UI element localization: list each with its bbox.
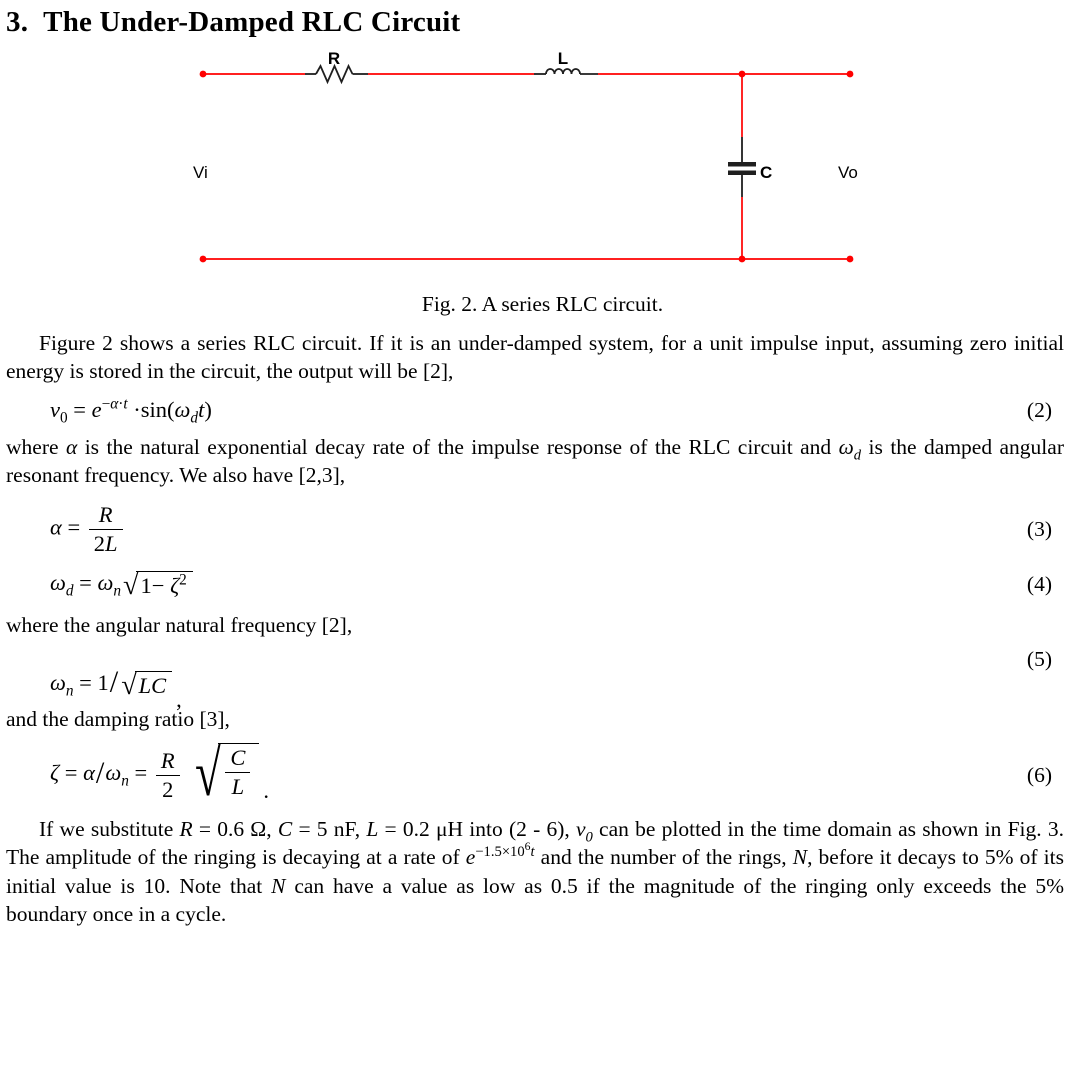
node-dot [847, 71, 854, 78]
node-dot [739, 256, 746, 263]
equation-5-number: (5) [1026, 647, 1052, 672]
input-label: Vi [193, 163, 208, 182]
inductor-label: L [557, 49, 569, 68]
node-dot [200, 71, 207, 78]
capacitor-label: C [760, 163, 773, 182]
paragraph-natural-frequency: where the angular natural frequency [2], [6, 613, 353, 638]
equation-6-expression: $\zeta = \alpha/\omega_n$ = $\frac{R}{2}$ √ $\frac{C}{L}$ . [50, 738, 270, 811]
section-title: The Under-Damped RLC Circuit [43, 6, 461, 38]
paragraph-intro: Figure 2 shows a series RLC circuit. If it is an under-damped system, for a unit impulse input, assuming zero initial energy is stored in the circuit, the output will be [2], [6, 331, 1064, 384]
resistor-symbol [305, 66, 368, 82]
section-number: 3. [6, 6, 29, 38]
equation-6-number: (6) [1026, 762, 1052, 787]
equation-6 [0, 738, 1085, 811]
circuit-diagram [0, 41, 1085, 284]
resistor-label: R [327, 49, 341, 68]
document-page [0, 6, 1085, 928]
inductor-symbol [534, 69, 598, 74]
equation-3-number: (3) [1026, 516, 1052, 541]
equation-4 [0, 570, 1085, 599]
section-heading [6, 6, 1085, 39]
figure-caption: Fig. 2. A series RLC circuit. [421, 292, 664, 316]
equation-2 [0, 395, 1085, 427]
equation-3 [0, 502, 1085, 557]
node-dot [739, 71, 746, 78]
paragraph-where-alpha: where α is the natural exponential decay rate of the impulse response of the RLC circuit and $\omega_d$ is the damped angular resonant frequency. We also have [2,3], [6, 435, 1064, 488]
node-dot [200, 256, 207, 263]
node-dot [847, 256, 854, 263]
circuit-figure [0, 41, 1085, 284]
paragraph-damping-ratio: and the damping ratio [3], [6, 707, 230, 732]
capacitor-symbol [728, 162, 756, 175]
paragraph-substitution: If we substitute R = 0.6 Ω, C = 5 nF, L = 0.2 μH into (2 - 6), $v_0$ can be plotted in the time domain as shown in Fig. 3. The amplitude of the ringing is decaying at a rate of $e^{-1.5\times 10^6t}$ and the number of the rings, N, before it decays to 5% of its initial value is 10. Note that N can have a value as low as 0.5 if the magnitude of the ringing only exceeds the 5% boundary once in a cycle. [6, 817, 1065, 926]
equation-5 [0, 647, 1085, 713]
capacitor-branch [728, 74, 756, 259]
equation-4-number: (4) [1026, 572, 1052, 597]
equation-2-expression: $v_0 = e^{-\alpha\cdot t} \cdot\sin(\omega_dt)$ [50, 395, 212, 427]
equation-5-expression: $\omega_n = 1/$ √ LC , [50, 664, 182, 713]
equation-3-expression: α = $\frac{R}{2L}$ [50, 502, 126, 557]
equation-4-expression: $\omega_d = \omega_n$ √ $1- \zeta^2$ [50, 570, 193, 599]
equation-2-number: (2) [1026, 397, 1052, 422]
output-label: Vo [838, 163, 858, 182]
